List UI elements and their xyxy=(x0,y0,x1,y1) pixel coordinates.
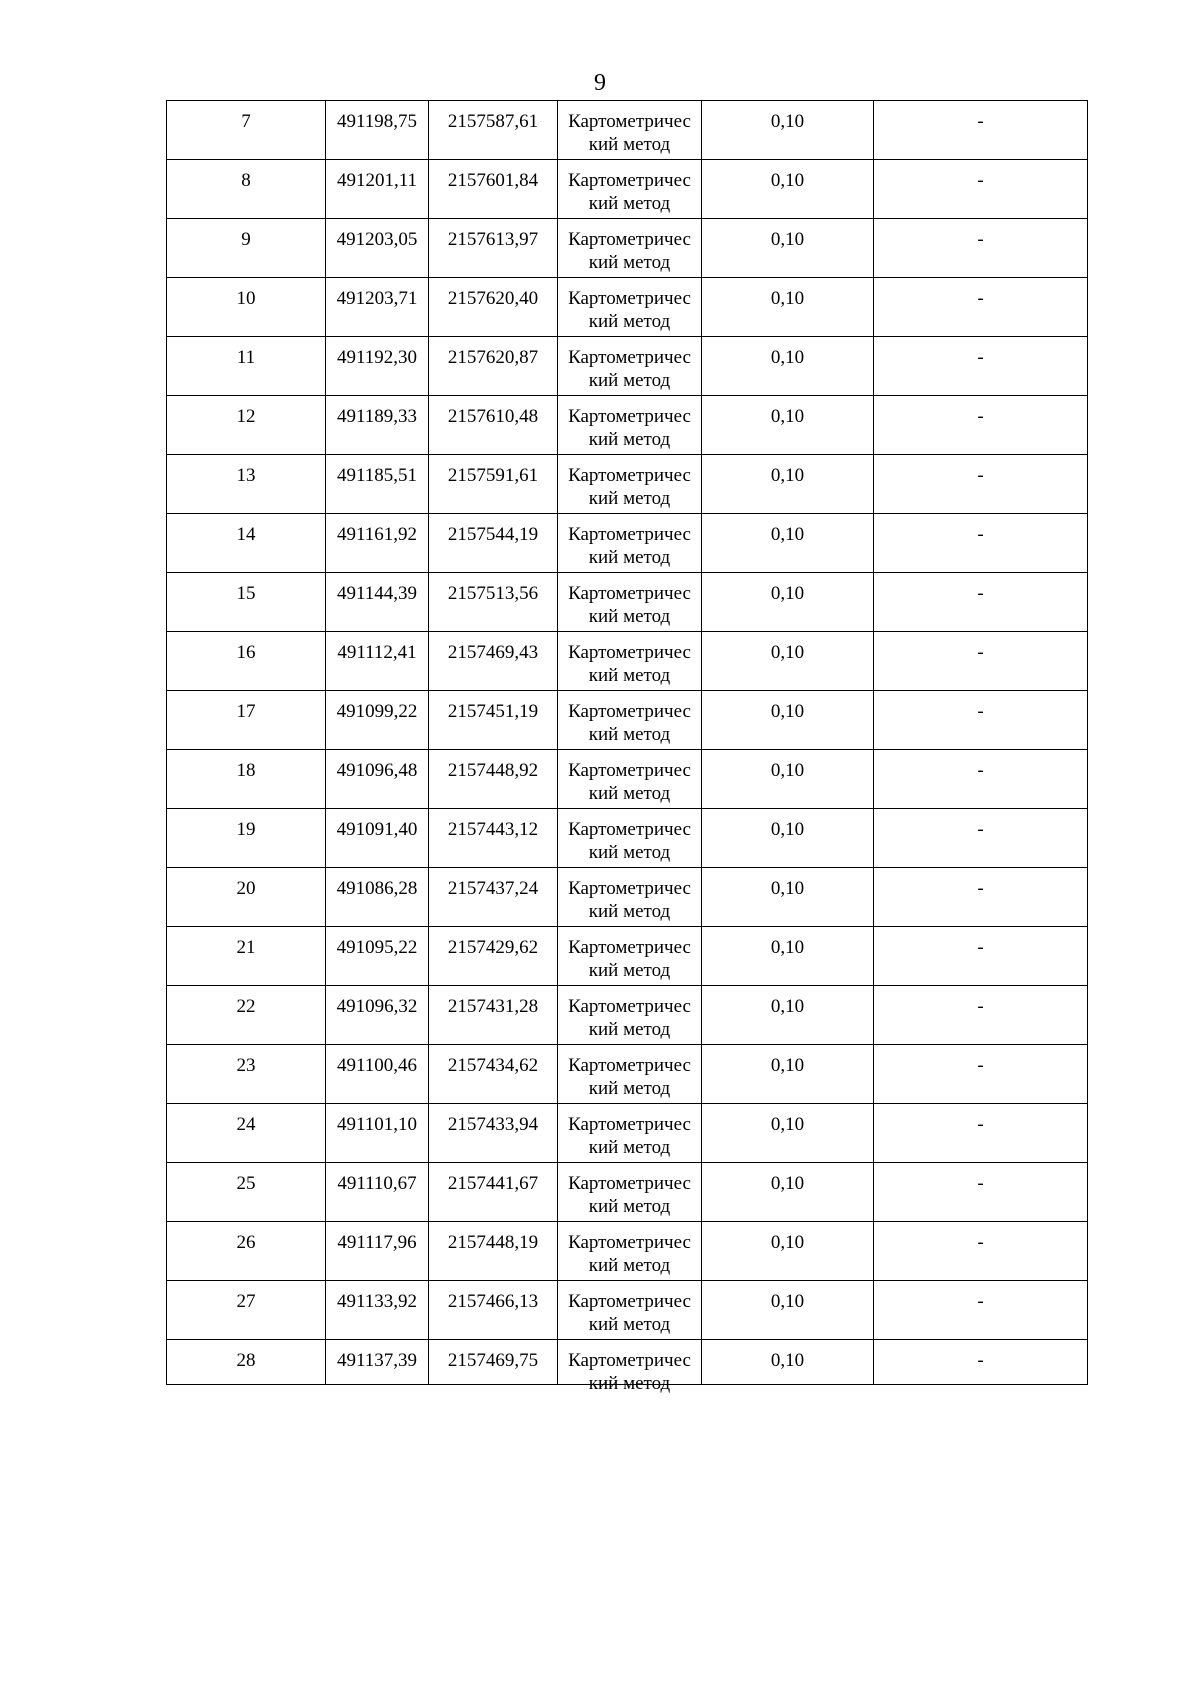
y-coordinate-cell: 2157429,62 xyxy=(429,927,558,986)
note-cell: - xyxy=(874,573,1088,632)
accuracy-cell: 0,10 xyxy=(702,455,874,514)
method-text: Картометрический метод xyxy=(568,642,691,686)
method-cell xyxy=(558,1045,702,1104)
note-cell: - xyxy=(874,632,1088,691)
accuracy-cell: 0,10 xyxy=(702,1340,874,1385)
method-text: Картометрический метод xyxy=(568,1232,691,1276)
x-coordinate-cell: 491099,22 xyxy=(326,691,429,750)
x-coordinate-cell: 491117,96 xyxy=(326,1222,429,1281)
point-number-cell: 28 xyxy=(167,1340,326,1385)
x-coordinate-cell: 491185,51 xyxy=(326,455,429,514)
method-text: Картометрический метод xyxy=(568,347,691,391)
method-text: Картометрический метод xyxy=(568,937,691,981)
x-coordinate-cell: 491095,22 xyxy=(326,927,429,986)
table-row xyxy=(167,809,1088,868)
y-coordinate-cell: 2157441,67 xyxy=(429,1163,558,1222)
table-row xyxy=(167,160,1088,219)
note-cell: - xyxy=(874,809,1088,868)
accuracy-cell: 0,10 xyxy=(702,691,874,750)
method-text: Картометрический метод xyxy=(568,701,691,745)
y-coordinate-cell: 2157513,56 xyxy=(429,573,558,632)
method-cell xyxy=(558,337,702,396)
y-coordinate-cell: 2157443,12 xyxy=(429,809,558,868)
method-text: Картометрический метод xyxy=(568,229,691,273)
note-cell: - xyxy=(874,1340,1088,1385)
point-number-cell: 27 xyxy=(167,1281,326,1340)
y-coordinate-cell: 2157448,92 xyxy=(429,750,558,809)
y-coordinate-cell: 2157433,94 xyxy=(429,1104,558,1163)
note-cell: - xyxy=(874,1045,1088,1104)
accuracy-cell: 0,10 xyxy=(702,219,874,278)
point-number-cell: 13 xyxy=(167,455,326,514)
method-text: Картометрический метод xyxy=(568,878,691,922)
table-row xyxy=(167,455,1088,514)
method-cell xyxy=(558,1340,702,1394)
method-text: Картометрический метод xyxy=(568,406,691,450)
y-coordinate-cell: 2157466,13 xyxy=(429,1281,558,1340)
table-row xyxy=(167,337,1088,396)
x-coordinate-cell: 491198,75 xyxy=(326,101,429,160)
method-cell xyxy=(558,986,702,1045)
method-text: Картометрический метод xyxy=(568,1291,691,1335)
y-coordinate-cell: 2157613,97 xyxy=(429,219,558,278)
table-row xyxy=(167,1163,1088,1222)
note-cell: - xyxy=(874,927,1088,986)
method-cell xyxy=(558,750,702,809)
method-text: Картометрический метод xyxy=(568,1114,691,1158)
accuracy-cell: 0,10 xyxy=(702,278,874,337)
method-cell xyxy=(558,514,702,573)
table-row xyxy=(167,1222,1088,1281)
table-row xyxy=(167,1104,1088,1163)
table-row xyxy=(167,219,1088,278)
method-cell xyxy=(558,1281,702,1340)
accuracy-cell: 0,10 xyxy=(702,868,874,927)
accuracy-cell: 0,10 xyxy=(702,573,874,632)
table-row xyxy=(167,927,1088,986)
table-row xyxy=(167,1045,1088,1104)
accuracy-cell: 0,10 xyxy=(702,986,874,1045)
point-number-cell: 16 xyxy=(167,632,326,691)
point-number-cell: 17 xyxy=(167,691,326,750)
accuracy-cell: 0,10 xyxy=(702,1163,874,1222)
y-coordinate-cell: 2157601,84 xyxy=(429,160,558,219)
x-coordinate-cell: 491133,92 xyxy=(326,1281,429,1340)
accuracy-cell: 0,10 xyxy=(702,750,874,809)
table-row xyxy=(167,514,1088,573)
method-cell xyxy=(558,455,702,514)
point-number-cell: 15 xyxy=(167,573,326,632)
table-row xyxy=(167,750,1088,809)
table-row xyxy=(167,1281,1088,1340)
accuracy-cell: 0,10 xyxy=(702,1045,874,1104)
note-cell: - xyxy=(874,868,1088,927)
table-row xyxy=(167,101,1088,160)
note-cell: - xyxy=(874,278,1088,337)
x-coordinate-cell: 491203,71 xyxy=(326,278,429,337)
point-number-cell: 8 xyxy=(167,160,326,219)
method-cell xyxy=(558,160,702,219)
method-cell xyxy=(558,1104,702,1163)
table-row xyxy=(167,1340,1088,1385)
note-cell: - xyxy=(874,1222,1088,1281)
note-cell: - xyxy=(874,1163,1088,1222)
method-cell xyxy=(558,1222,702,1281)
x-coordinate-cell: 491091,40 xyxy=(326,809,429,868)
y-coordinate-cell: 2157610,48 xyxy=(429,396,558,455)
y-coordinate-cell: 2157434,62 xyxy=(429,1045,558,1104)
y-coordinate-cell: 2157544,19 xyxy=(429,514,558,573)
note-cell: - xyxy=(874,396,1088,455)
note-cell: - xyxy=(874,160,1088,219)
x-coordinate-cell: 491101,10 xyxy=(326,1104,429,1163)
method-text: Картометрический метод xyxy=(568,583,691,627)
note-cell: - xyxy=(874,514,1088,573)
note-cell: - xyxy=(874,750,1088,809)
point-number-cell: 24 xyxy=(167,1104,326,1163)
point-number-cell: 18 xyxy=(167,750,326,809)
method-text: Картометрический метод xyxy=(568,1350,691,1394)
note-cell: - xyxy=(874,1281,1088,1340)
accuracy-cell: 0,10 xyxy=(702,337,874,396)
y-coordinate-cell: 2157469,43 xyxy=(429,632,558,691)
point-number-cell: 9 xyxy=(167,219,326,278)
accuracy-cell: 0,10 xyxy=(702,514,874,573)
x-coordinate-cell: 491110,67 xyxy=(326,1163,429,1222)
y-coordinate-cell: 2157451,19 xyxy=(429,691,558,750)
table-row xyxy=(167,278,1088,337)
method-cell xyxy=(558,219,702,278)
accuracy-cell: 0,10 xyxy=(702,1281,874,1340)
accuracy-cell: 0,10 xyxy=(702,927,874,986)
note-cell: - xyxy=(874,1104,1088,1163)
y-coordinate-cell: 2157431,28 xyxy=(429,986,558,1045)
note-cell: - xyxy=(874,101,1088,160)
accuracy-cell: 0,10 xyxy=(702,632,874,691)
method-text: Картометрический метод xyxy=(568,760,691,804)
point-number-cell: 19 xyxy=(167,809,326,868)
method-text: Картометрический метод xyxy=(568,1173,691,1217)
accuracy-cell: 0,10 xyxy=(702,160,874,219)
y-coordinate-cell: 2157620,40 xyxy=(429,278,558,337)
accuracy-cell: 0,10 xyxy=(702,809,874,868)
x-coordinate-cell: 491144,39 xyxy=(326,573,429,632)
y-coordinate-cell: 2157469,75 xyxy=(429,1340,558,1385)
point-number-cell: 26 xyxy=(167,1222,326,1281)
table-row xyxy=(167,868,1088,927)
point-number-cell: 10 xyxy=(167,278,326,337)
method-text: Картометрический метод xyxy=(568,111,691,155)
y-coordinate-cell: 2157587,61 xyxy=(429,101,558,160)
method-cell xyxy=(558,691,702,750)
table-row xyxy=(167,573,1088,632)
point-number-cell: 21 xyxy=(167,927,326,986)
note-cell: - xyxy=(874,219,1088,278)
point-number-cell: 20 xyxy=(167,868,326,927)
method-text: Картометрический метод xyxy=(568,170,691,214)
method-cell xyxy=(558,632,702,691)
table-row xyxy=(167,632,1088,691)
x-coordinate-cell: 491137,39 xyxy=(326,1340,429,1385)
x-coordinate-cell: 491096,48 xyxy=(326,750,429,809)
x-coordinate-cell: 491203,05 xyxy=(326,219,429,278)
note-cell: - xyxy=(874,691,1088,750)
point-number-cell: 11 xyxy=(167,337,326,396)
accuracy-cell: 0,10 xyxy=(702,1104,874,1163)
x-coordinate-cell: 491100,46 xyxy=(326,1045,429,1104)
y-coordinate-cell: 2157437,24 xyxy=(429,868,558,927)
y-coordinate-cell: 2157591,61 xyxy=(429,455,558,514)
method-text: Картометрический метод xyxy=(568,465,691,509)
x-coordinate-cell: 491112,41 xyxy=(326,632,429,691)
x-coordinate-cell: 491192,30 xyxy=(326,337,429,396)
method-cell xyxy=(558,809,702,868)
method-cell xyxy=(558,1163,702,1222)
x-coordinate-cell: 491201,11 xyxy=(326,160,429,219)
method-cell xyxy=(558,927,702,986)
accuracy-cell: 0,10 xyxy=(702,396,874,455)
point-number-cell: 12 xyxy=(167,396,326,455)
page-number: 9 xyxy=(594,70,606,96)
method-text: Картометрический метод xyxy=(568,288,691,332)
x-coordinate-cell: 491189,33 xyxy=(326,396,429,455)
method-text: Картометрический метод xyxy=(568,819,691,863)
accuracy-cell: 0,10 xyxy=(702,101,874,160)
method-cell xyxy=(558,396,702,455)
point-number-cell: 14 xyxy=(167,514,326,573)
method-text: Картометрический метод xyxy=(568,524,691,568)
accuracy-cell: 0,10 xyxy=(702,1222,874,1281)
method-text: Картометрический метод xyxy=(568,996,691,1040)
method-cell xyxy=(558,278,702,337)
point-number-cell: 22 xyxy=(167,986,326,1045)
coordinates-table-body xyxy=(167,101,1088,1394)
y-coordinate-cell: 2157448,19 xyxy=(429,1222,558,1281)
method-text: Картометрический метод xyxy=(568,1055,691,1099)
table-row xyxy=(167,691,1088,750)
x-coordinate-cell: 491161,92 xyxy=(326,514,429,573)
note-cell: - xyxy=(874,337,1088,396)
coordinates-table xyxy=(166,100,1088,1394)
point-number-cell: 25 xyxy=(167,1163,326,1222)
method-cell xyxy=(558,868,702,927)
note-cell: - xyxy=(874,986,1088,1045)
note-cell: - xyxy=(874,455,1088,514)
point-number-cell: 23 xyxy=(167,1045,326,1104)
point-number-cell: 7 xyxy=(167,101,326,160)
y-coordinate-cell: 2157620,87 xyxy=(429,337,558,396)
table-row xyxy=(167,986,1088,1045)
x-coordinate-cell: 491086,28 xyxy=(326,868,429,927)
method-cell xyxy=(558,573,702,632)
table-row xyxy=(167,396,1088,455)
x-coordinate-cell: 491096,32 xyxy=(326,986,429,1045)
method-cell xyxy=(558,101,702,160)
